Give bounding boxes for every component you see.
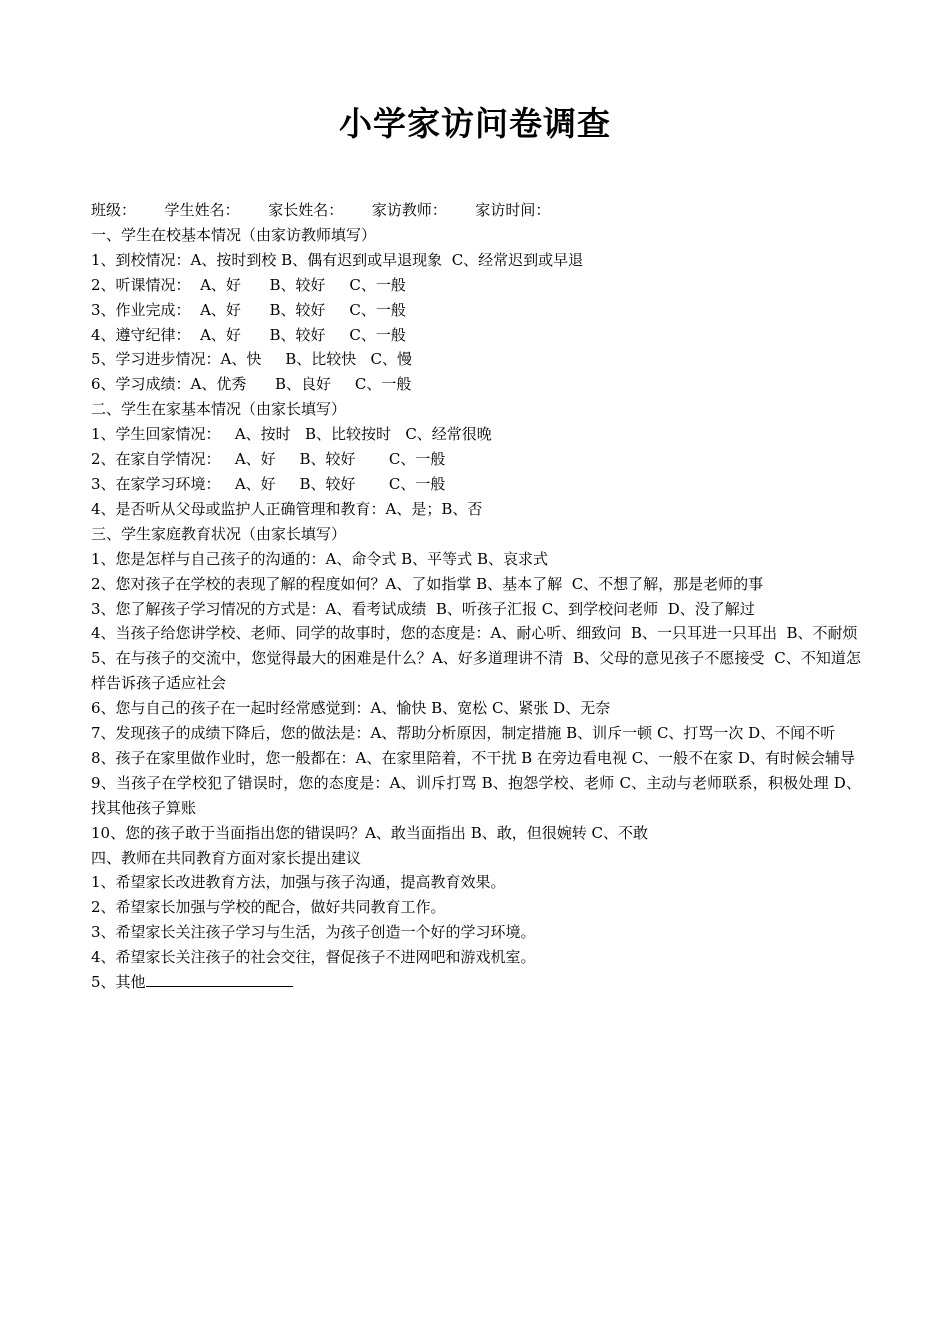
section-2-item: 3、在家学习环境： A、好 B、较好 C、一般 <box>91 474 446 493</box>
section-4-other-line <box>91 970 861 995</box>
section-3-item: 9、当孩子在学校犯了错误时，您的态度是：A、训斥打骂 B、抱怨学校、老师 C、主动与老师联系，积极处理 D、找其他孩子算账 <box>91 773 861 817</box>
questionnaire-body <box>91 198 861 995</box>
other-blank-field[interactable] <box>146 970 293 987</box>
section-3-item: 8、孩子在家里做作业时，您一般都在：A、在家里陪着，不干扰 B 在旁边看电视 C、一般不在家 D、有时候会辅导 <box>91 748 855 767</box>
section-1-item: 5、学习进步情况：A、快 B、比较快 C、慢 <box>91 350 413 369</box>
section-3-item: 4、当孩子给您讲学校、老师、同学的故事时，您的态度是：A、耐心听、细致问 B、一只耳进一只耳出 B、不耐烦 <box>91 624 858 643</box>
section-3-item: 5、在与孩子的交流中，您觉得最大的困难是什么？A、好多道理讲不清 B、父母的意见孩子不愿接受 C、不知道怎样告诉孩子适应社会 <box>91 649 861 693</box>
section-2-heading: 二、学生在家基本情况（由家长填写） <box>91 400 347 419</box>
section-4-item: 1、希望家长改进教育方法，加强与孩子沟通，提高教育效果。 <box>91 873 506 892</box>
section-4-heading: 四、教师在共同教育方面对家长提出建议 <box>91 848 362 867</box>
section-3-item: 3、您了解孩子学习情况的方式是：A、看考试成绩 B、听孩子汇报 C、到学校问老师 D、没了解过 <box>91 599 755 618</box>
section-3-item: 10、您的孩子敢于当面指出您的错误吗？A、敢当面指出 B、敢，但很婉转 C、不敢 <box>91 823 648 842</box>
section-2-item: 2、在家自学情况： A、好 B、较好 C、一般 <box>91 450 446 469</box>
section-3-item: 2、您对孩子在学校的表现了解的程度如何？A、了如指掌 B、基本了解 C、不想了解，那是老师的事 <box>91 574 764 593</box>
section-4-item: 2、希望家长加强与学校的配合，做好共同教育工作。 <box>91 898 446 917</box>
section-1-item: 3、作业完成： A、好 B、较好 C、一般 <box>91 300 406 319</box>
section-1-item: 1、到校情况：A、按时到校 B、偶有迟到或早退现象 C、经常迟到或早退 <box>91 250 584 269</box>
section-1-item: 2、听课情况： A、好 B、较好 C、一般 <box>91 275 406 294</box>
header-info-line: 班级： 学生姓名： 家长姓名： 家访教师： 家访时间： <box>91 201 551 219</box>
other-label: 5、其他 <box>91 973 146 992</box>
section-3-heading: 三、学生家庭教育状况（由家长填写） <box>91 524 347 543</box>
section-3-item: 7、发现孩子的成绩下降后，您的做法是：A、帮助分析原因，制定措施 B、训斥一顿 C、打骂一次 D、不闻不听 <box>91 724 836 743</box>
section-4-item: 4、希望家长关注孩子的社会交往，督促孩子不进网吧和游戏机室。 <box>91 948 536 967</box>
section-1-item: 6、学习成绩：A、优秀 B、良好 C、一般 <box>91 375 412 394</box>
section-2-item: 1、学生回家情况： A、按时 B、比较按时 C、经常很晚 <box>91 425 492 444</box>
section-2-item: 4、是否听从父母或监护人正确管理和教育：A、是；B、否 <box>91 499 483 518</box>
page-title: 小学家访问卷调查 <box>339 104 611 143</box>
section-3-item: 1、您是怎样与自己孩子的沟通的：A、命令式 B、平等式 B、哀求式 <box>91 549 548 568</box>
section-4-item: 3、希望家长关注孩子学习与生活，为孩子创造一个好的学习环境。 <box>91 923 536 942</box>
section-1-heading: 一、学生在校基本情况（由家访教师填写） <box>91 225 377 244</box>
section-1-item: 4、遵守纪律： A、好 B、较好 C、一般 <box>91 325 406 344</box>
section-3-item: 6、您与自己的孩子在一起时经常感觉到：A、愉快 B、宽松 C、紧张 D、无奈 <box>91 699 611 718</box>
